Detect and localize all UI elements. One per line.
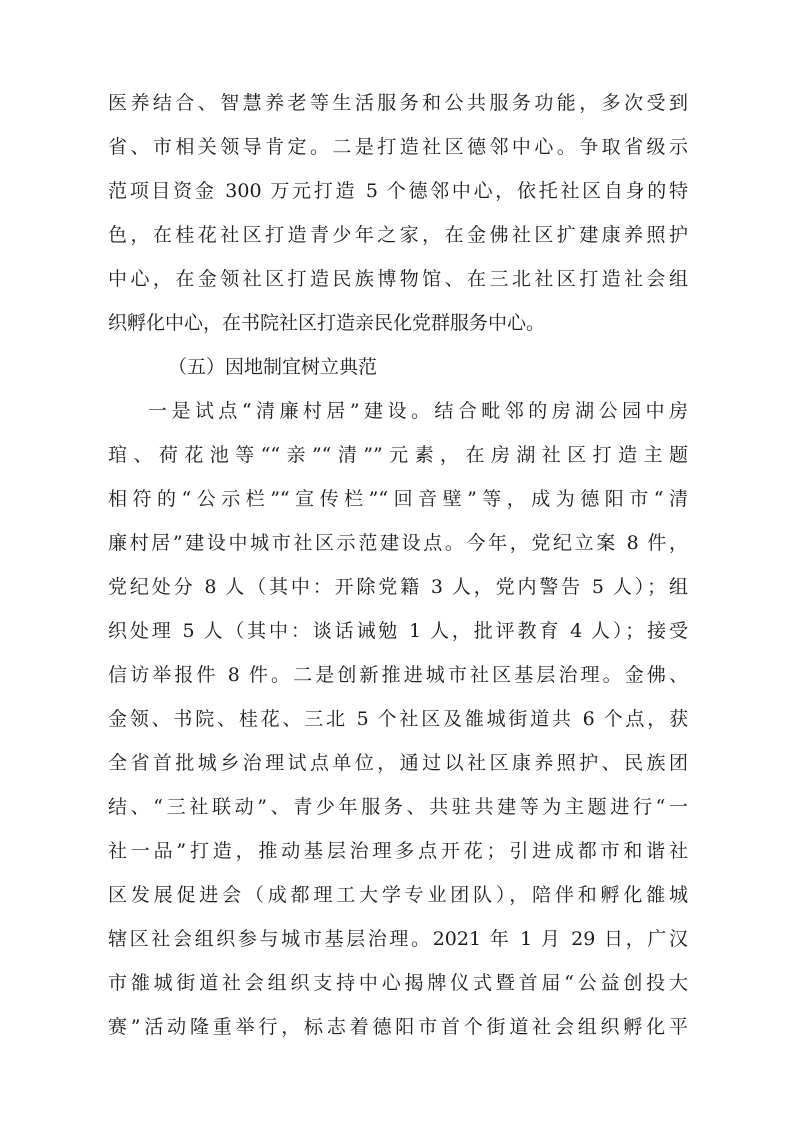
body-text-line: 织处理 5 人（其中：谈话诫勉 1 人，批评教育 4 人）；接受 [108, 620, 688, 642]
body-text-line: 廉村居”建设中城市社区示范建设点。今年，党纪立案 8 件， [108, 532, 688, 554]
body-text-line: 党纪处分 8 人（其中：开除党籍 3 人，党内警告 5 人）；组 [108, 576, 688, 598]
body-text-line: 辖区社会组织参与城市基层治理。2021 年 1 月 29 日，广汉 [108, 928, 688, 950]
body-text-line: 相符的“公示栏”“宣传栏”“回音壁”等，成为德阳市“清 [108, 488, 688, 510]
body-text-line: 织孵化中心，在书院社区打造亲民化党群服务中心。 [108, 312, 546, 334]
body-text-line: 全省首批城乡治理试点单位，通过以社区康养照护、民族团 [108, 752, 688, 774]
body-text-line: 赛”活动隆重举行，标志着德阳市首个街道社会组织孵化平 [108, 1016, 688, 1038]
section-heading: （五）因地制宜树立典范 [168, 356, 378, 378]
body-text-line: 市雒城街道社会组织支持中心揭牌仪式暨首届“公益创投大 [108, 972, 688, 994]
body-text-line: 省、市相关领导肯定。二是打造社区德邻中心。争取省级示 [108, 136, 688, 158]
body-text-line: 结、“三社联动”、青少年服务、共驻共建等为主题进行“一 [108, 796, 688, 818]
body-text-line: 社一品”打造，推动基层治理多点开花；引进成都市和谐社 [108, 840, 688, 862]
body-text-line: 金领、书院、桂花、三北 5 个社区及雒城街道共 6 个点，获 [108, 708, 688, 730]
body-text-line: 区发展促进会（成都理工大学专业团队），陪伴和孵化雒城 [108, 884, 688, 906]
body-text-line: 范项目资金 300 万元打造 5 个德邻中心，依托社区自身的特 [108, 180, 688, 202]
body-text-line: 琯、荷花池等““亲”“清””元素，在房湖社区打造主题 [108, 444, 688, 466]
body-text-line: 中心，在金领社区打造民族博物馆、在三北社区打造社会组 [108, 268, 688, 290]
paragraph-first-line: 一是试点“清廉村居”建设。结合毗邻的房湖公园中房 [148, 400, 688, 422]
body-text-line: 信访举报件 8 件。二是创新推进城市社区基层治理。金佛、 [108, 664, 688, 686]
body-text-line: 医养结合、智慧养老等生活服务和公共服务功能，多次受到 [108, 92, 688, 114]
body-text-line: 色，在桂花社区打造青少年之家，在金佛社区扩建康养照护 [108, 224, 688, 246]
